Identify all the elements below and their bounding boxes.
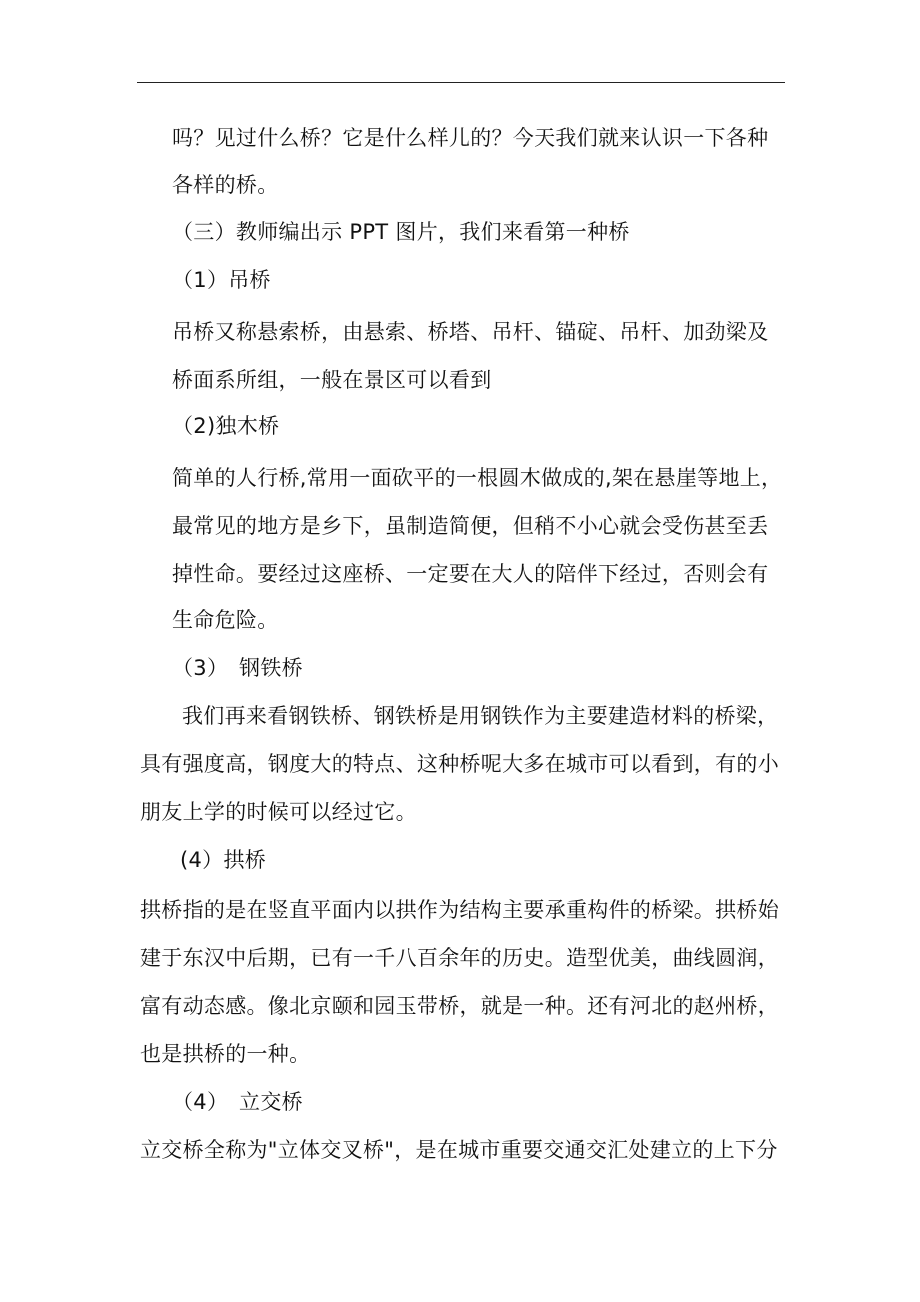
paragraph-line: 立交桥全称为"立体交叉桥"，是在城市重要交通交汇处建立的上下分 [140,1138,778,1162]
paragraph-line: 桥面系所组，一般在景区可以看到 [172,368,492,392]
section-heading: （三）教师编出示 PPT 图片，我们来看第一种桥 [172,220,630,244]
paragraph-line: 朋友上学的时候可以经过它。 [140,800,417,824]
paragraph-line: 建于东汉中后期，已有一千八百余年的历史。造型优美，曲线圆润， [140,946,779,970]
paragraph-line: 拱桥指的是在竖直平面内以拱作为结构主要承重构件的桥梁。拱桥始 [140,898,779,922]
paragraph-line: 富有动态感。像北京颐和园玉带桥，就是一种。还有河北的赵州桥， [140,994,779,1018]
paragraph-line: 掉性命。要经过这座桥、一定要在大人的陪伴下经过，否则会有 [172,562,769,586]
header-rule [137,82,785,83]
item-heading: （4） 立交桥 [172,1090,303,1114]
paragraph-line: 我们再来看钢铁桥、钢铁桥是用钢铁作为主要建造材料的桥梁， [182,704,779,728]
paragraph-line: 具有强度高，钢度大的特点、这种桥呢大多在城市可以看到，有的小 [140,752,779,776]
paragraph-line: 吊桥又称悬索桥，由悬索、桥塔、吊杆、锚碇、吊杆、加劲梁及 [172,320,769,344]
item-heading: （2)独木桥 [172,414,280,438]
paragraph-line: 各样的桥。 [172,173,279,197]
item-heading: （1）吊桥 [172,268,271,292]
item-heading: (4）拱桥 [180,848,267,872]
item-heading: （3） 钢铁桥 [172,656,303,680]
paragraph-line: 吗？见过什么桥？它是什么样儿的？今天我们就来认识一下各种 [172,126,769,150]
paragraph-line: 简单的人行桥,常用一面砍平的一根圆木做成的,架在悬崖等地上， [172,466,783,490]
paragraph-line: 也是拱桥的一种。 [140,1042,311,1066]
paragraph-line: 生命危险。 [172,608,279,632]
paragraph-line: 最常见的地方是乡下，虽制造简便，但稍不小心就会受伤甚至丢 [172,514,769,538]
